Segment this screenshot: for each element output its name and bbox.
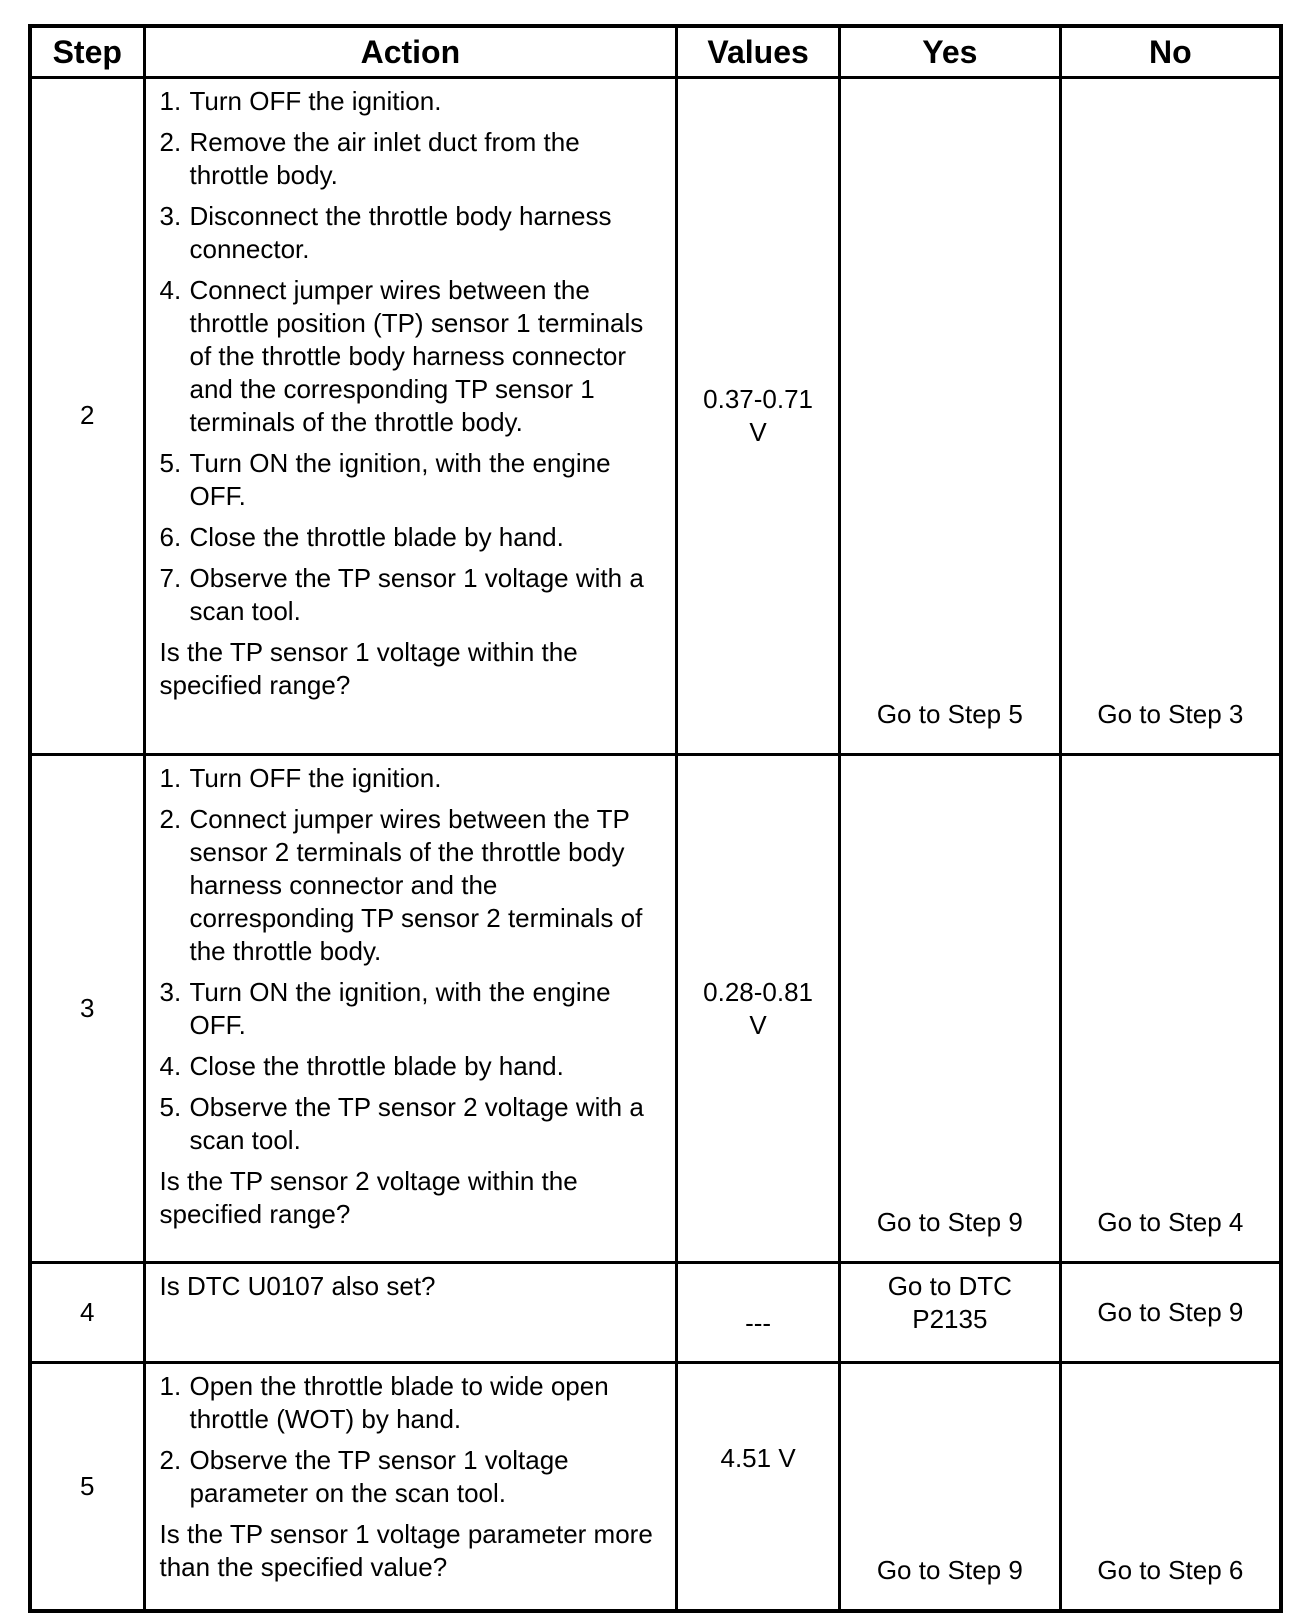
question-text: Is the TP sensor 1 voltage parameter more than the specified value?: [159, 1518, 653, 1582]
action-list: [160, 762, 666, 1157]
no-cell: Go to Step 4: [1060, 754, 1281, 1263]
header-no: No: [1060, 26, 1281, 78]
yes-cell: Go to Step 9: [839, 1362, 1060, 1611]
value-cell: ---: [677, 1263, 840, 1362]
question-text: Is the TP sensor 1 voltage within the specified range?: [159, 637, 578, 700]
value-cell: 0.28-0.81 V: [677, 754, 840, 1263]
list-item: 3. Disconnect the throttle body harness connector.: [159, 201, 612, 264]
no-cell: Go to Step 6: [1060, 1362, 1281, 1611]
list-item: 2. Remove the air inlet duct from the throttle body.: [159, 127, 580, 190]
list-item: 3. Turn ON the ignition, with the engine OFF.: [159, 976, 611, 1040]
header-values: Values: [677, 26, 840, 78]
question-text: Is the TP sensor 2 voltage within the specified range?: [159, 1165, 578, 1229]
list-item: 5. Observe the TP sensor 2 voltage with a scan tool.: [159, 1091, 644, 1155]
table-row: [30, 1263, 1281, 1362]
list-item: 1. Turn OFF the ignition.: [159, 86, 442, 116]
table-row: [30, 754, 1281, 1263]
question-text: Is DTC U0107 also set?: [159, 1271, 436, 1302]
header-action: Action: [144, 26, 677, 78]
header-step: Step: [30, 26, 144, 78]
value-cell: 4.51 V: [677, 1362, 840, 1611]
no-cell: Go to Step 9: [1060, 1263, 1281, 1362]
step-number: 4: [30, 1263, 144, 1362]
action-cell: [144, 754, 677, 1263]
table-row: [30, 1362, 1281, 1611]
list-item: 4. Connect jumper wires between the throttle position (TP) sensor 1 terminals of the throttle body harness connector and the corresponding TP sensor 1 terminals of the throttle body.: [159, 275, 644, 437]
step-number: 3: [30, 754, 144, 1263]
list-item: 2. Observe the TP sensor 1 voltage parameter on the scan tool.: [159, 1444, 569, 1508]
action-cell: [144, 78, 677, 755]
list-item: 5. Turn ON the ignition, with the engine OFF.: [159, 448, 611, 511]
list-item: 6. Close the throttle blade by hand.: [159, 522, 564, 552]
step-number: 5: [30, 1362, 144, 1611]
header-yes: Yes: [839, 26, 1060, 78]
action-cell: [144, 1362, 677, 1611]
yes-cell: Go to Step 5: [839, 78, 1060, 755]
list-item: 2. Connect jumper wires between the TP sensor 2 terminals of the throttle body harness connector and the corresponding TP sensor 2 terminals of the throttle body.: [159, 803, 643, 966]
header-row: [30, 26, 1281, 78]
diagnostic-table: [28, 24, 1283, 1613]
action-list: [160, 85, 666, 628]
list-item: 1. Open the throttle blade to wide open throttle (WOT) by hand.: [159, 1370, 609, 1434]
yes-cell: Go to DTC P2135: [839, 1263, 1060, 1362]
list-item: 4. Close the throttle blade by hand.: [159, 1050, 564, 1081]
table-row: [30, 78, 1281, 755]
step-number: 2: [30, 78, 144, 755]
yes-cell: Go to Step 9: [839, 754, 1060, 1263]
list-item: 1. Turn OFF the ignition.: [159, 762, 442, 793]
no-cell: Go to Step 3: [1060, 78, 1281, 755]
list-item: 7. Observe the TP sensor 1 voltage with a scan tool.: [159, 563, 644, 626]
action-cell: [144, 1263, 677, 1362]
value-cell: 0.37-0.71 V: [677, 78, 840, 755]
action-list: [160, 1370, 666, 1510]
